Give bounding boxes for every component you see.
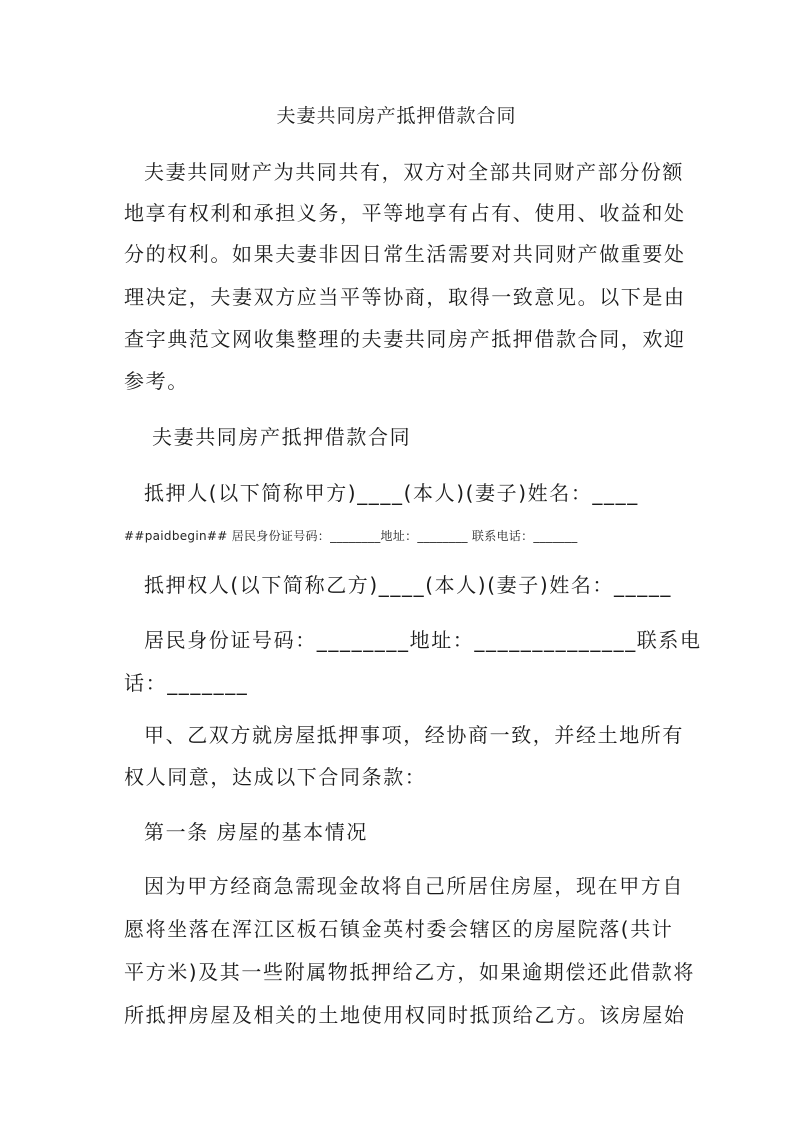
article-one-line: 因为甲方经商急需现金故将自己所居住房屋，现在甲方自: [144, 874, 684, 898]
party-b-line: 抵押权人(以下简称乙方)____(本人)(妻子)姓名：_____: [144, 573, 673, 597]
intro-line: 分的权利。如果夫妻非因日常生活需要对共同财产做重要处: [124, 242, 686, 266]
party-a-line: 抵押人(以下简称甲方)____(本人)(妻子)姓名：____: [144, 481, 639, 505]
article-one-line: 愿将坐落在浑江区板石镇金英村委会辖区的房屋院落(共计: [124, 917, 674, 941]
document-title: 夫妻共同房产抵押借款合同: [276, 105, 517, 127]
article-one-line: 平方米)及其一些附属物抵押给乙方，如果逾期偿还此借款将: [124, 960, 696, 984]
id-line: 话：_______: [124, 671, 249, 695]
paid-marker-line: ##paidbegin## 居民身份证号码：________地址：________ 联系电话：_______: [124, 529, 578, 543]
intro-line: 参考。: [124, 369, 189, 393]
article-one-line: 所抵押房屋及相关的土地使用权同时抵顶给乙方。该房屋始: [124, 1003, 686, 1027]
intro-line: 夫妻共同财产为共同共有，双方对全部共同财产部分份额: [144, 160, 684, 184]
contract-subtitle: 夫妻共同房产抵押借款合同: [152, 425, 412, 449]
id-line: 居民身份证号码：________地址：______________联系电: [144, 628, 702, 652]
agreement-line: 权人同意，达成以下合同条款：: [124, 765, 427, 789]
intro-line: 查字典范文网收集整理的夫妻共同房产抵押借款合同，欢迎: [124, 327, 686, 351]
intro-line: 地享有权利和承担义务，平等地享有占有、使用、收益和处: [124, 201, 686, 225]
agreement-line: 甲、乙双方就房屋抵押事项，经协商一致，并经土地所有: [144, 723, 684, 747]
article-one-heading: 第一条 房屋的基本情况: [144, 820, 368, 844]
intro-line: 理决定，夫妻双方应当平等协商，取得一致意见。以下是由: [124, 285, 686, 309]
